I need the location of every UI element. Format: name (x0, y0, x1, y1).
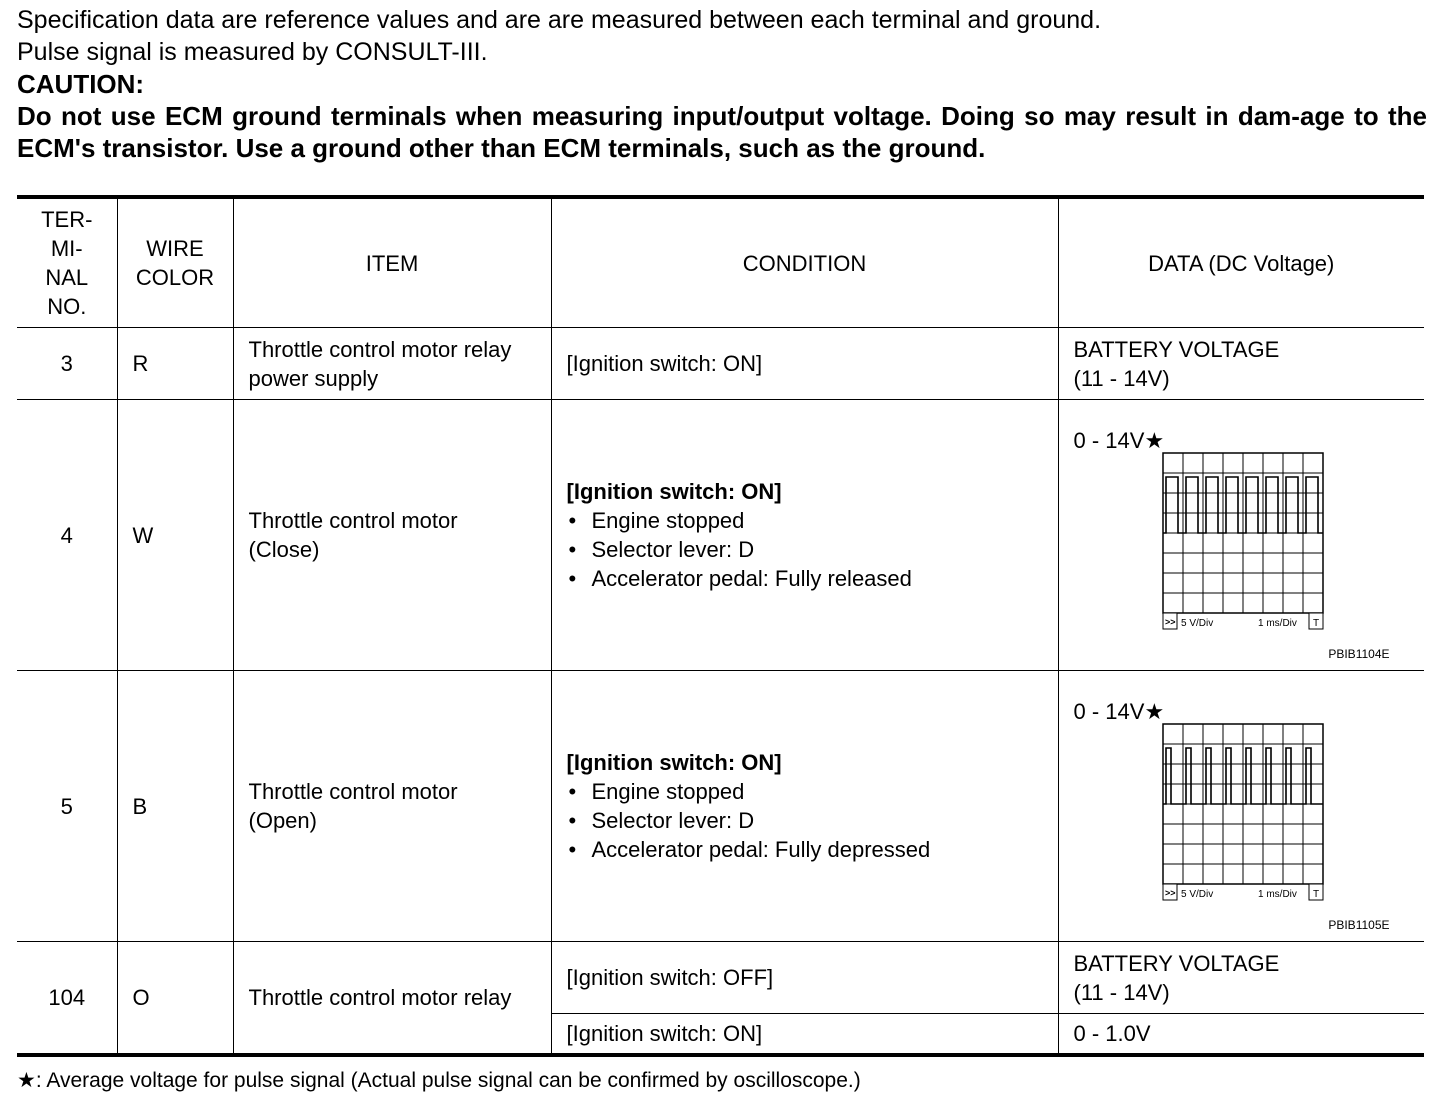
table-header-row (17, 197, 1424, 328)
footnote: ★: Average voltage for pulse signal (Actual pulse signal can be confirmed by oscilloscope.) (17, 1069, 861, 1092)
star-icon: ★ (1144, 428, 1165, 453)
item: Throttle control motor (Close) (233, 400, 551, 671)
header-item: ITEM (233, 197, 551, 328)
list-item: • Accelerator pedal: Fully released (567, 564, 1043, 593)
oscilloscope-waveform-open (1161, 722, 1325, 902)
table-row (17, 942, 1424, 1014)
caution-title: CAUTION: (17, 69, 145, 99)
condition: [Ignition switch: ON] • Engine stopped • Selector lever: D • Accelerator pedal: Fully released (551, 400, 1058, 671)
header-terminal-no: TER- MI- NAL NO. (17, 197, 117, 328)
caution-text: Do not use ECM ground terminals when measuring input/output voltage. Doing so may result in dam-age to the ECM's transistor. Use a ground other than ECM terminals, such as the ground. (17, 101, 1427, 163)
ecm-terminal-table (17, 195, 1424, 1057)
figure-id: PBIB1104E (1328, 647, 1390, 661)
list-item: • Selector lever: D (567, 806, 1043, 835)
terminal-no: 5 (17, 671, 117, 942)
figure-id: PBIB1105E (1328, 918, 1390, 932)
scope-volts-label: 5 V/Div (1180, 889, 1213, 900)
star-icon: ★ (1144, 699, 1165, 724)
condition: [Ignition switch: ON] (551, 1014, 1058, 1055)
header-data: DATA (DC Voltage) (1058, 197, 1424, 328)
terminal-no: 4 (17, 400, 117, 671)
item: Throttle control motor (Open) (233, 671, 551, 942)
terminal-no: 104 (17, 942, 117, 1055)
scope-trigger-label: T (1312, 889, 1319, 900)
wire-color: O (117, 942, 233, 1055)
condition-list (567, 777, 1043, 864)
data-value: 0 - 14V★ >> 5 V/Div 1 ms/Div T PBIB1105E (1058, 671, 1424, 942)
scope-arrow-label: >> (1164, 617, 1176, 627)
terminal-no: 3 (17, 328, 117, 400)
list-item: • Engine stopped (567, 777, 1043, 806)
table-row (17, 328, 1424, 400)
condition-list (567, 506, 1043, 593)
item: Throttle control motor relay power supply (233, 328, 551, 400)
data-value: BATTERY VOLTAGE (11 - 14V) (1058, 328, 1424, 400)
data-value: 0 - 1.0V (1058, 1014, 1424, 1055)
data-value: 0 - 14V★ >> 5 V/Div 1 ms/Div T PBIB1104E (1058, 400, 1424, 671)
scope-trigger-label: T (1312, 618, 1319, 629)
list-item: • Selector lever: D (567, 535, 1043, 564)
header-wire-color: WIRE COLOR (117, 197, 233, 328)
table-row (17, 671, 1424, 942)
star-icon: ★ (17, 1069, 36, 1092)
scope-volts-label: 5 V/Div (1180, 618, 1213, 629)
list-item: • Accelerator pedal: Fully depressed (567, 835, 1043, 864)
wire-color: W (117, 400, 233, 671)
item: Throttle control motor relay (233, 942, 551, 1055)
list-item: • Engine stopped (567, 506, 1043, 535)
scope-arrow-label: >> (1164, 888, 1176, 898)
wire-color: B (117, 671, 233, 942)
table-row (17, 400, 1424, 671)
header-condition: CONDITION (551, 197, 1058, 328)
pulse-note: Pulse signal is measured by CONSULT-III. (17, 38, 488, 66)
condition: [Ignition switch: OFF] (551, 942, 1058, 1014)
intro-section (17, 4, 1427, 164)
spec-note: Specification data are reference values and are are measured between each terminal and ground. (17, 6, 1102, 34)
data-value: BATTERY VOLTAGE (11 - 14V) (1058, 942, 1424, 1014)
scope-time-label: 1 ms/Div (1257, 618, 1297, 629)
wire-color: R (117, 328, 233, 400)
condition: [Ignition switch: ON] (551, 328, 1058, 400)
scope-time-label: 1 ms/Div (1257, 889, 1297, 900)
condition: [Ignition switch: ON] • Engine stopped • Selector lever: D • Accelerator pedal: Fully depressed (551, 671, 1058, 942)
oscilloscope-waveform-close (1161, 451, 1325, 631)
